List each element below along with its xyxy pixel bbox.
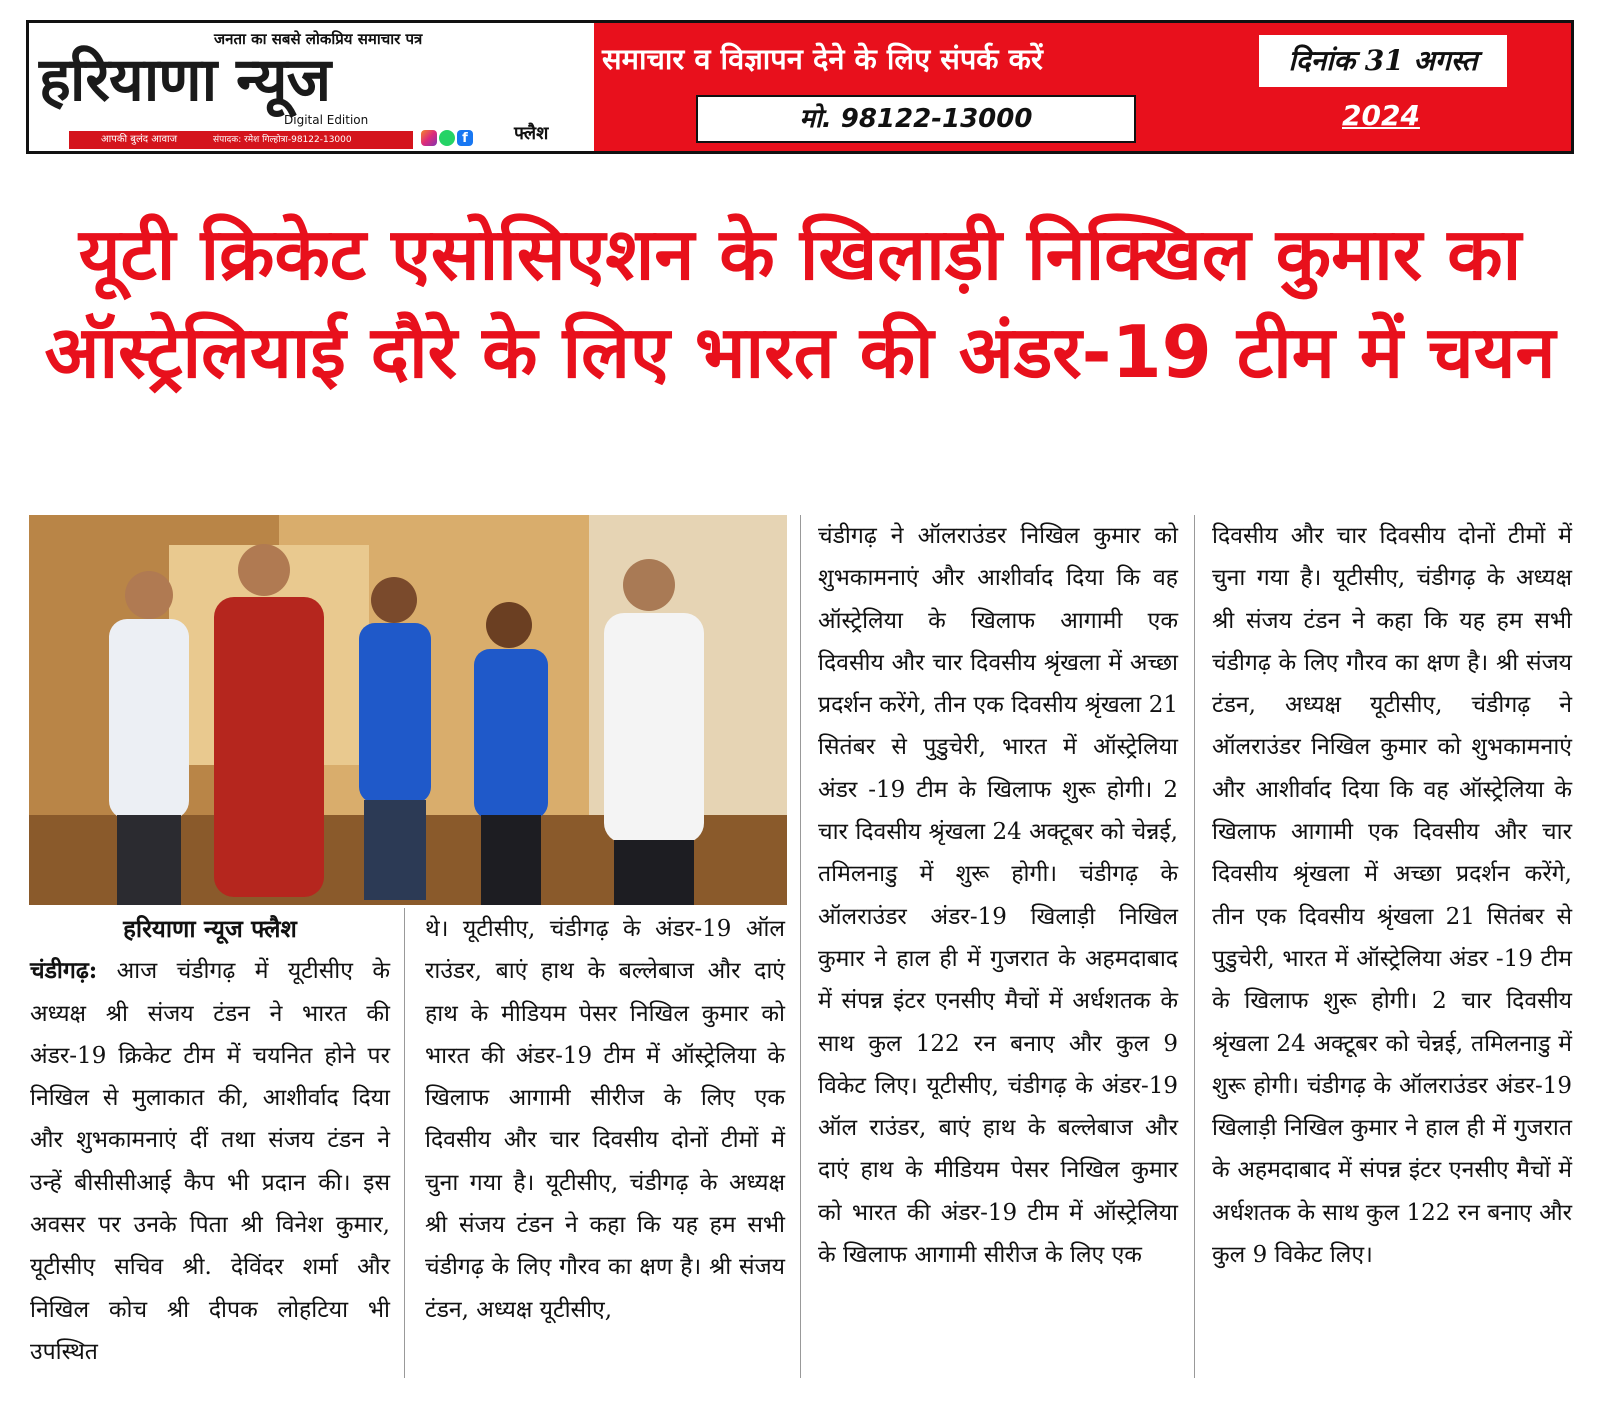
masthead-tagline: जनता का सबसे लोकप्रिय समाचार पत्र xyxy=(214,30,423,48)
contact-title: समाचार व विज्ञापन देने के लिए संपर्क करें xyxy=(602,42,1043,76)
column-divider xyxy=(404,908,405,1378)
masthead-logo-panel xyxy=(29,23,589,151)
dateline: चंडीगढ़: xyxy=(30,957,98,985)
editor-strip: संपादक: रमेश गिल्होत्रा-98122-13000 xyxy=(209,131,413,149)
article-text-1: आज चंडीगढ़ में यूटीसीए के अध्यक्ष श्री संजय टंडन ने भारत की अंडर-19 क्रिकेट टीम में चयनित होने पर निखिल से मुलाकात की, आशीर्वाद दिया और शुभकामनाएं दीं तथा संजय टंडन ने उन्हें बीसीसीआई कैप भी प्रदान की। इस अवसर पर उनके पिता श्री विनेश कुमार, यूटीसीए सचिव श्री. देविंदर शर्मा और निखिल कोच श्री दीपक लोहटिया भी उपस्थित xyxy=(30,958,390,1365)
article-column-1 xyxy=(30,908,390,1373)
article-body-1 xyxy=(30,950,390,1373)
contact-banner xyxy=(594,23,1571,151)
whatsapp-icon xyxy=(439,130,455,146)
facebook-icon: f xyxy=(457,130,473,146)
instagram-icon xyxy=(421,130,437,146)
slogan-strip: आपकी बुलंद आवाज xyxy=(69,131,209,149)
headline-line-1: यूटी क्रिकेट एसोसिएशन के खिलाड़ी निक्खिल कुमार का xyxy=(78,212,1522,296)
headline-line-2: ऑस्ट्रेलियाई दौरे के लिए भारत की अंडर-19 टीम में चयन xyxy=(44,310,1556,394)
masthead xyxy=(26,20,1574,154)
column-divider xyxy=(800,515,801,1378)
social-icons xyxy=(421,127,473,149)
issue-year: 2024 xyxy=(1342,99,1420,132)
article-column-2: थे। यूटीसीए, चंडीगढ़ के अंडर-19 ऑल राउंडर, बाएं हाथ के बल्लेबाज और दाएं हाथ के मीडियम पेसर निखिल कुमार को भारत की अंडर-19 टीम में ऑस्ट्रेलिया के खिलाफ आगामी सीरीज के लिए एक दिवसीय और चार दिवसीय दोनों टीमों में चुना गया है। यूटीसीए, चंडीगढ़ के अध्यक्ष श्री संजय टंडन ने कहा कि यह हम सभी चंडीगढ़ के लिए गौरव का क्षण है। श्री संजय टंडन, अध्यक्ष यूटीसीए, xyxy=(425,916,785,1323)
column-divider xyxy=(1194,515,1195,1378)
issue-date: दिनांक 31 अगस्त xyxy=(1259,35,1507,87)
article-column-4: दिवसीय और चार दिवसीय दोनों टीमों में चुना गया है। यूटीसीए, चंडीगढ़ के अध्यक्ष श्री संजय टंडन ने कहा कि यह हम सभी चंडीगढ़ के लिए गौरव का क्षण है। श्री संजय टंडन, अध्यक्ष यूटीसीए, चंडीगढ़ ने ऑलराउंडर निखिल कुमार को शुभकामनाएं और आशीर्वाद दिया कि वह ऑस्ट्रेलिया के खिलाफ आगामी एक दिवसीय और चार दिवसीय श्रृंखला में अच्छा प्रदर्शन करेंगे, तीन एक दिवसीय श्रृंखला 21 सितंबर से पुडुचेरी, भारत में ऑस्ट्रेलिया अंडर -19 टीम के खिलाफ शुरू होगी। 2 चार दिवसीय श्रृंखला 24 अक्टूबर को चेन्नई, तमिलनाडु में शुरू होगी। चंडीगढ़ के ऑलराउंडर अंडर-19 खिलाड़ी निखिल कुमार ने हाल ही में गुजरात के अहमदाबाद में संपन्न इंटर एनसीए मैचों में अर्धशतक के साथ कुल 122 रन बनाए और कुल 9 विकेट लिए। xyxy=(1212,523,1573,1269)
byline: हरियाणा न्यूज फ्लैश xyxy=(123,914,297,943)
logo-flash-label: फ्लैश xyxy=(514,123,549,144)
article-column-3: चंडीगढ़ ने ऑलराउंडर निखिल कुमार को शुभकामनाएं और आशीर्वाद दिया कि वह ऑस्ट्रेलिया के खिलाफ आगामी एक दिवसीय और चार दिवसीय श्रृंखला में अच्छा प्रदर्शन करेंगे, तीन एक दिवसीय श्रृंखला 21 सितंबर से पुडुचेरी, भारत में ऑस्ट्रेलिया अंडर -19 टीम के खिलाफ शुरू होगी। 2 चार दिवसीय श्रृंखला 24 अक्टूबर को चेन्नई, तमिलनाडु में शुरू होगी। चंडीगढ़ के ऑलराउंडर अंडर-19 खिलाड़ी निखिल कुमार ने हाल ही में गुजरात के अहमदाबाद में संपन्न इंटर एनसीए मैचों में अर्धशतक के साथ कुल 122 रन बनाए और कुल 9 विकेट लिए। यूटीसीए, चंडीगढ़ के अंडर-19 ऑल राउंडर, बाएं हाथ के बल्लेबाज और दाएं हाथ के मीडियम पेसर निखिल कुमार को भारत की अंडर-19 टीम में ऑस्ट्रेलिया के खिलाफ आगामी सीरीज के लिए एक xyxy=(818,523,1178,1269)
headline xyxy=(20,205,1580,401)
digital-edition-label: Digital Edition xyxy=(284,113,369,127)
phone-number: मो. 98122-13000 xyxy=(696,95,1136,143)
news-photo xyxy=(29,515,787,905)
newspaper-logo: हरियाणा न्यूज xyxy=(39,45,331,115)
